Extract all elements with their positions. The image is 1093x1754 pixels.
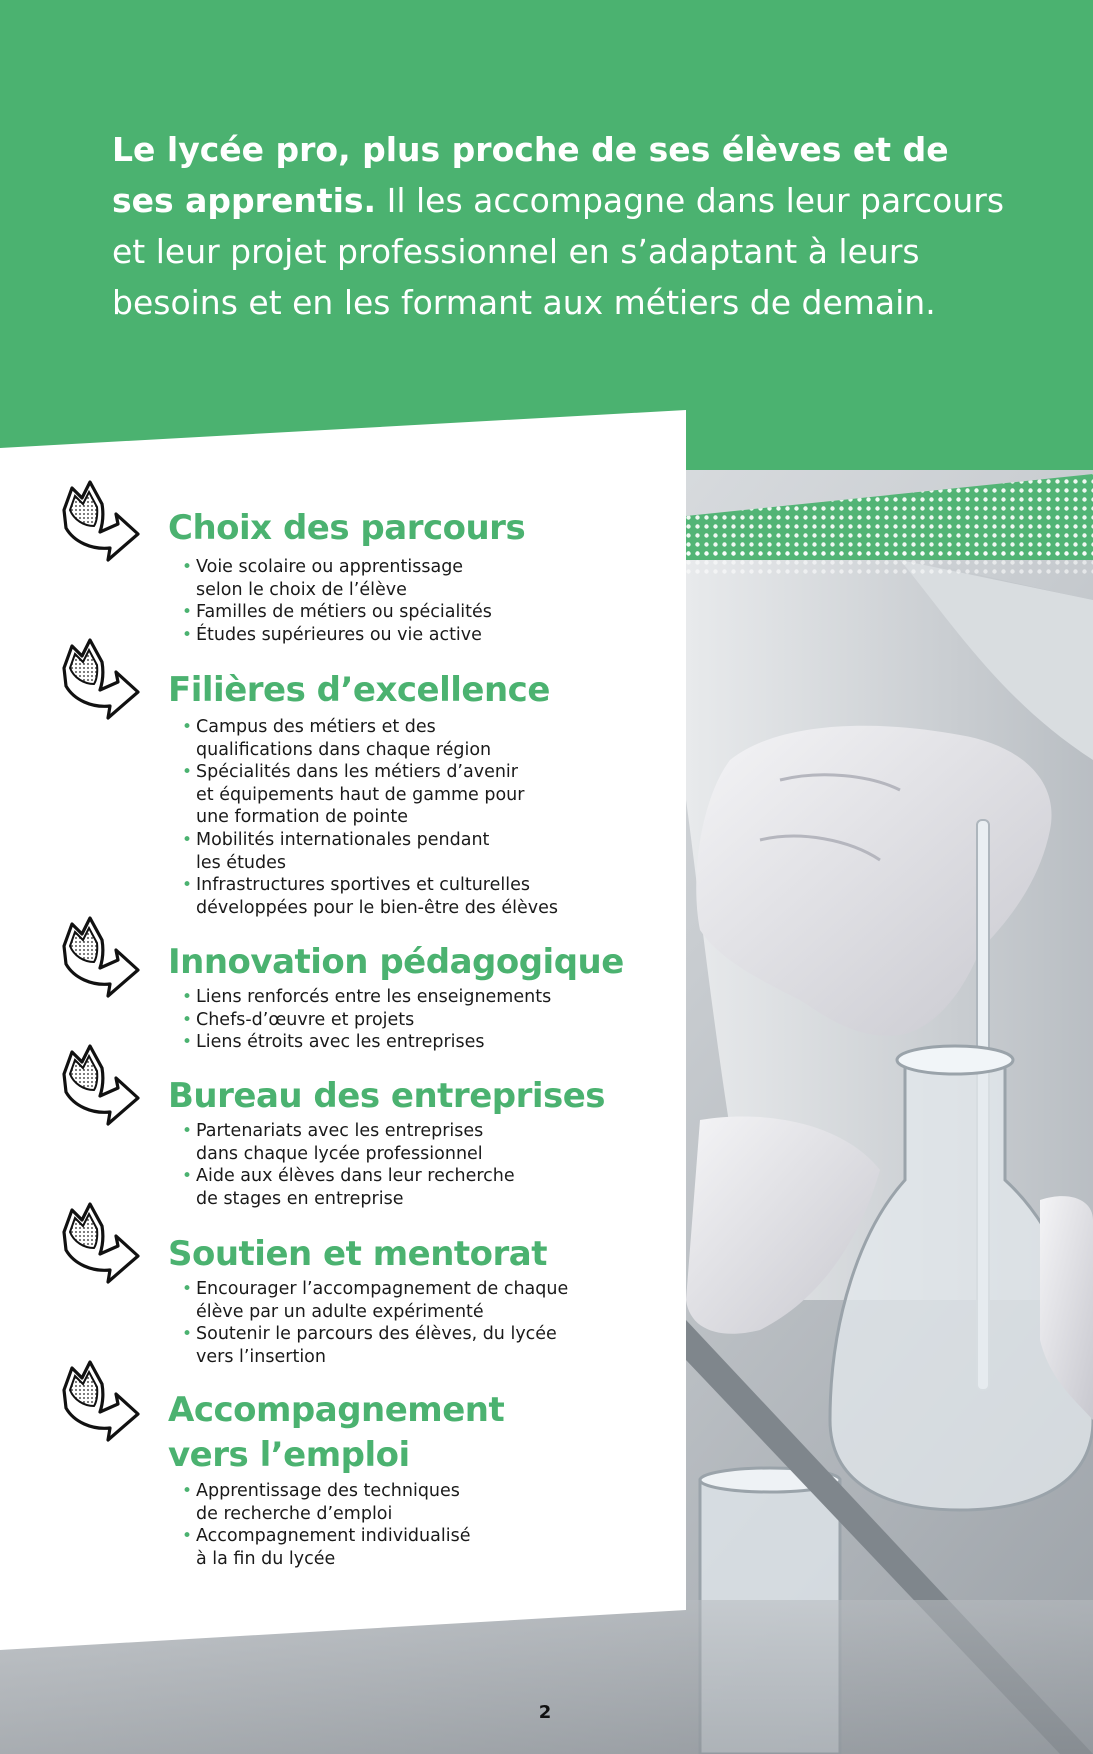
- list-item: • Infrastructures sportives et culturelles développées pour le bien-être des élèves: [196, 874, 558, 919]
- bullet-list: [196, 1120, 515, 1210]
- bullet-list: [196, 556, 492, 646]
- hand-drawn-arrow-icon: [58, 1040, 144, 1132]
- bullet-list: [196, 1480, 470, 1570]
- list-item: • Aide aux élèves dans leur recherche de stages en entreprise: [196, 1165, 515, 1210]
- list-item: • Apprentissage des techniques de recherche d’emploi: [196, 1480, 470, 1525]
- hand-drawn-arrow-icon: [58, 476, 144, 568]
- list-item: • Spécialités dans les métiers d’avenir et équipements haut de gamme pour une formation de pointe: [196, 761, 558, 829]
- hand-drawn-arrow-icon: [58, 912, 144, 1004]
- section-title: Innovation pédagogique: [168, 942, 624, 982]
- section-title: Soutien et mentorat: [168, 1234, 547, 1274]
- section-title: Filières d’excellence: [168, 670, 550, 710]
- list-item: • Liens étroits avec les entreprises: [196, 1031, 551, 1054]
- list-item: • Liens renforcés entre les enseignements: [196, 986, 551, 1009]
- list-item: • Mobilités internationales pendant les études: [196, 829, 558, 874]
- hand-drawn-arrow-icon: [58, 634, 144, 726]
- list-item: • Familles de métiers ou spécialités: [196, 601, 492, 624]
- list-item: • Campus des métiers et des qualifications dans chaque région: [196, 716, 558, 761]
- bullet-list: [196, 1278, 568, 1368]
- intro-bold-text: Le lycée pro, plus proche de ses élèves et de ses apprentis.: [112, 130, 949, 220]
- intro-regular-text: Il les accompagne dans leur parcours et leur projet professionnel en s’adaptant à leurs besoins et en les formant aux métiers de demain.: [112, 181, 1005, 322]
- hand-drawn-arrow-icon: [58, 1198, 144, 1290]
- list-item: • Accompagnement individualisé à la fin du lycée: [196, 1525, 470, 1570]
- list-item: • Soutenir le parcours des élèves, du lycée vers l’insertion: [196, 1323, 568, 1368]
- list-item: • Encourager l’accompagnement de chaque élève par un adulte expérimenté: [196, 1278, 568, 1323]
- list-item: • Voie scolaire ou apprentissage selon le choix de l’élève: [196, 556, 492, 601]
- list-item: • Études supérieures ou vie active: [196, 624, 492, 647]
- page-number: 2: [538, 1702, 552, 1723]
- bullet-list: [196, 716, 558, 919]
- list-item: • Partenariats avec les entreprises dans chaque lycée professionnel: [196, 1120, 515, 1165]
- section-title: Accompagnement vers l’emploi: [168, 1390, 505, 1475]
- list-item: • Chefs-d’œuvre et projets: [196, 1009, 551, 1032]
- hand-drawn-arrow-icon: [58, 1356, 144, 1448]
- section-title: Bureau des entreprises: [168, 1076, 606, 1116]
- bullet-list: [196, 986, 551, 1054]
- section-title: Choix des parcours: [168, 508, 526, 548]
